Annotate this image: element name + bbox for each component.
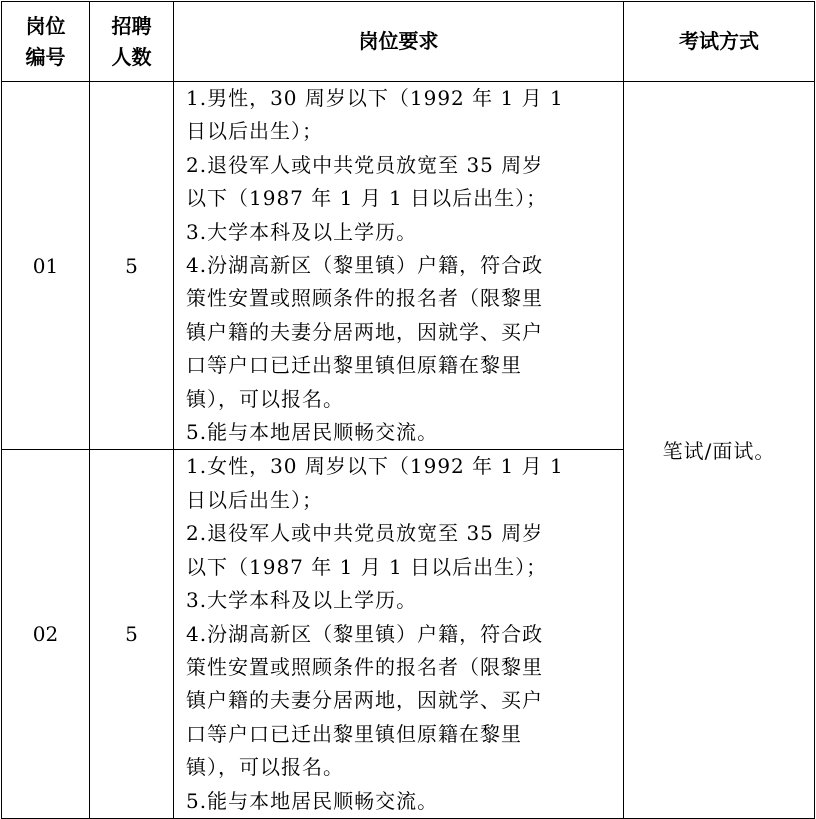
header-recruit-count-line-2: 人数 (111, 44, 152, 69)
requirements-cell (174, 450, 624, 818)
recruit-count-cell: 5 (90, 450, 174, 818)
header-post-code (2, 2, 90, 82)
requirement-line: 镇），可以报名。 (186, 755, 344, 780)
requirement-line: 3.大学本科及以上学历。 (186, 588, 418, 613)
requirement-line: 2.退役军人或中共党员放宽至 35 周岁 (186, 152, 544, 177)
requirement-line: 口等户口已迁出黎里镇但原籍在黎里 (186, 353, 522, 378)
recruit-count-cell: 5 (90, 82, 174, 450)
requirement-line: 策性安置或照顾条件的报名者（限黎里 (186, 286, 543, 311)
requirement-line: 日以后出生）； (186, 487, 323, 512)
header-requirements: 岗位要求 (174, 2, 624, 82)
requirement-line: 镇），可以报名。 (186, 386, 344, 411)
exam-method-cell: 笔试/面试。 (624, 82, 815, 819)
post-code-cell: 02 (2, 450, 90, 818)
requirement-line: 1.男性，30 周岁以下（1992 年 1 月 1 (186, 86, 564, 110)
requirement-line: 4.汾湖高新区（黎里镇）户籍，符合政 (186, 253, 544, 278)
header-recruit-count (90, 2, 174, 82)
requirements-cell (174, 82, 624, 450)
requirement-line: 2.退役军人或中共党员放宽至 35 周岁 (186, 521, 544, 546)
header-post-code-line-1: 岗位 (25, 13, 66, 38)
header-exam-method: 考试方式 (624, 2, 815, 82)
requirement-line: 镇户籍的夫妻分居两地，因就学、买户 (186, 319, 543, 344)
header-recruit-count-line-1: 招聘 (111, 13, 152, 38)
requirement-line: 3.大学本科及以上学历。 (186, 219, 418, 244)
requirement-line: 以下（1987 年 1 月 1 日以后出生）； (186, 554, 548, 579)
requirement-line: 口等户口已迁出黎里镇但原籍在黎里 (186, 721, 522, 746)
post-code-cell: 01 (2, 82, 90, 450)
requirement-line: 策性安置或照顾条件的报名者（限黎里 (186, 654, 543, 679)
job-requirements-table (1, 1, 815, 819)
requirement-line: 5.能与本地居民顺畅交流。 (186, 788, 439, 813)
header-post-code-line-2: 编号 (25, 44, 66, 69)
requirement-line: 5.能与本地居民顺畅交流。 (186, 420, 439, 445)
requirement-line: 1.女性，30 周岁以下（1992 年 1 月 1 (186, 454, 564, 479)
requirement-line: 镇户籍的夫妻分居两地，因就学、买户 (186, 688, 543, 713)
table-header-row (2, 2, 815, 82)
requirement-line: 4.汾湖高新区（黎里镇）户籍，符合政 (186, 621, 544, 646)
table-row (2, 82, 815, 450)
requirement-line: 以下（1987 年 1 月 1 日以后出生）； (186, 186, 548, 211)
requirement-line: 日以后出生）； (186, 119, 323, 144)
